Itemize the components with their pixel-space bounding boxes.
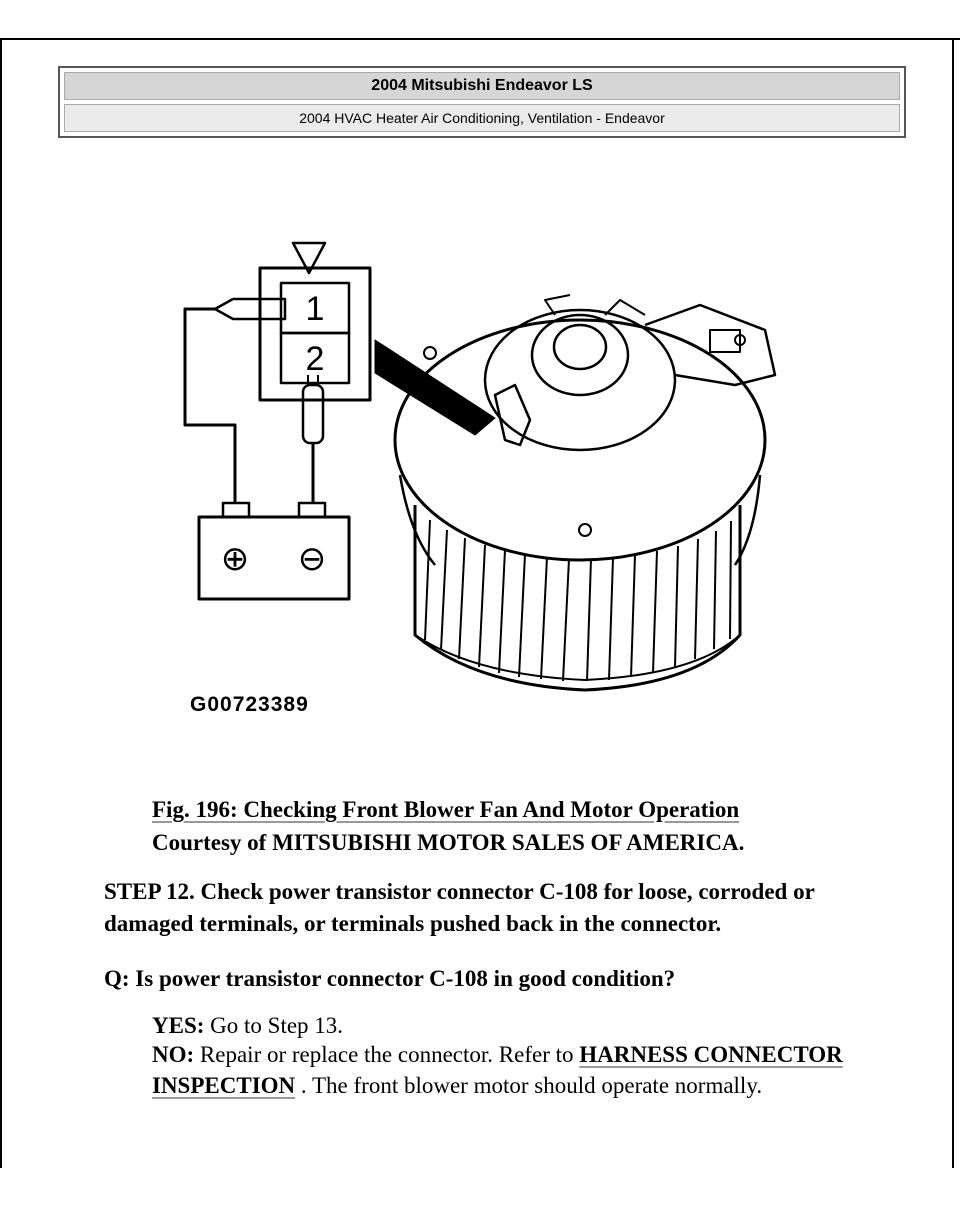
fan-blades (425, 520, 731, 681)
blower-motor-housing (395, 320, 765, 560)
battery-negative-icon: ⊖ (297, 539, 327, 579)
header-subtitle: 2004 HVAC Heater Air Conditioning, Ventilation - Endeavor (64, 104, 900, 132)
page-border-left (0, 38, 2, 1168)
figure-caption-courtesy: Courtesy of MITSUBISHI MOTOR SALES OF AMERICA. (152, 830, 745, 855)
yes-text: Go to Step 13. (204, 1013, 344, 1038)
battery-positive-icon: ⊕ (220, 539, 250, 579)
no-text-before: Repair or replace the connector. Refer to (194, 1042, 580, 1067)
terminal-2-label: 2 (305, 340, 325, 378)
figure-image-id: G00723389 (190, 693, 309, 716)
no-label: NO: (152, 1042, 195, 1067)
no-text-after: . The front blower motor should operate normally. (295, 1073, 763, 1098)
step-12-instruction: STEP 12. Check power transistor connector C-108 for loose, corroded or damaged terminals, or terminals pushed back in the connector. (104, 879, 815, 936)
page-border-top (0, 38, 960, 40)
answer-yes (152, 1013, 343, 1039)
terminal-1-label: 1 (305, 290, 325, 328)
blower-motor-diagram (175, 235, 795, 725)
test-probe-1 (215, 299, 285, 319)
yes-label: YES: (152, 1013, 205, 1038)
test-probe-2 (303, 385, 323, 443)
page-border-right (952, 38, 954, 1168)
step-question: Q: Is power transistor connector C-108 in good condition? (104, 966, 676, 991)
answer-no (152, 1039, 902, 1101)
figure-caption-title: Fig. 196: Checking Front Blower Fan And Motor Operation (152, 797, 740, 822)
blower-motor-illustration (175, 235, 795, 725)
positive-lead-wire (185, 309, 235, 503)
harness-connector-inspection-link[interactable]: HARNESS CONNECTOR INSPECTION (152, 1042, 843, 1098)
document-header (58, 66, 906, 138)
header-title: 2004 Mitsubishi Endeavor LS (64, 72, 900, 100)
